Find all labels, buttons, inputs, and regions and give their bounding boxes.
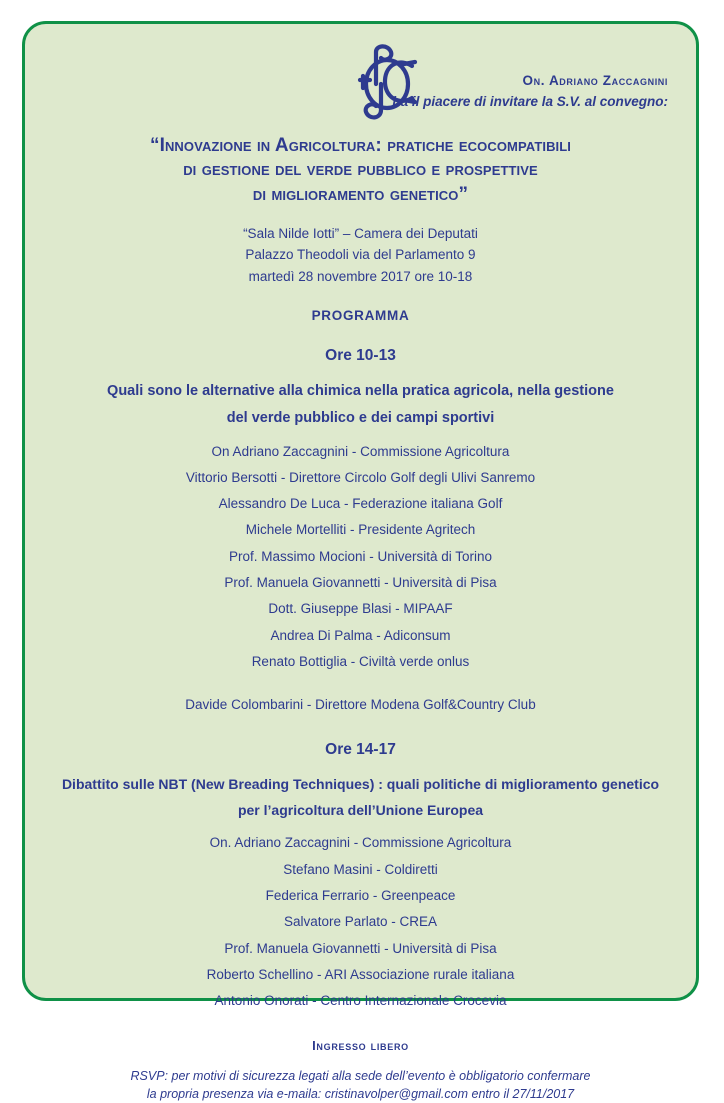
speaker-item: Renato Bottiglia - Civiltà verde onlus [251,654,470,670]
speaker-item: Davide Colombarini - Direttore Modena Golf&Country Club [185,697,536,713]
invitation-poster [22,21,699,1101]
session-topic-line-1: Quali sono le alternative alla chimica nella pratica agricola, nella gestione [107,382,614,399]
venue-line-3: martedì 28 novembre 2017 ore 10-18 [248,268,473,284]
session-topic [51,772,670,824]
host-name: On. Adriano Zaccagnini [522,73,668,88]
programme-label: PROGRAMMA [311,307,410,323]
rsvp-line-2: la propria presenza via e-maila: cristinavolper@gmail.com entro il 27/11/2017 [146,1086,575,1101]
rsvp-note [51,1067,670,1103]
session-morning [51,347,670,719]
event-title-line-3: di miglioramento genetico” [252,183,469,205]
speaker-list [51,830,670,1014]
speaker-item: Prof. Massimo Mocioni - Università di Torino [228,548,493,564]
event-title [51,134,670,207]
speaker-item: Vittorio Bersotti - Direttore Circolo Golf degli Ulivi Sanremo [185,469,536,485]
venue-line-1: “Sala Nilde Iotti” – Camera dei Deputati [243,225,478,241]
speaker-item: Antonio Onorati - Centro Internazionale Crocevia [214,993,507,1009]
session-time: Ore 10-13 [325,346,396,364]
speaker-item: Prof. Manuela Giovannetti - Università di Pisa [224,940,497,956]
speaker-item: On Adriano Zaccagnini - Commissione Agricoltura [211,443,510,459]
speaker-item: Michele Mortelliti - Presidente Agritech [245,522,476,538]
speaker-list [51,439,670,719]
poster-header [51,34,670,122]
host-subtitle: ha il piacere di invitare la S.V. al convegno: [392,94,668,110]
session-topic-line-2: per l’agricoltura dell’Unione Europea [237,801,484,818]
speaker-item: Andrea Di Palma - Adiconsum [270,627,451,643]
event-title-line-1: “Innovazione in Agricoltura: pratiche ecocompatibili [149,135,572,156]
venue-block [51,223,670,287]
session-topic [51,378,670,432]
speaker-item: Dott. Giuseppe Blasi - MIPAAF [268,601,453,617]
speaker-item: Alessandro De Luca - Federazione italiana Golf [218,496,503,512]
rsvp-line-1: RSVP: per motivi di sicurezza legati alla sede dell’evento è obbligatorio confermare [130,1068,591,1083]
host-block [392,72,668,111]
speaker-item: On. Adriano Zaccagnini - Commissione Agricoltura [209,835,512,851]
speaker-item: Stefano Masini - Coldiretti [283,861,438,877]
free-entry-label: Ingresso libero [312,1037,409,1053]
session-time: Ore 14-17 [325,740,396,758]
session-topic-line-2: del verde pubblico e dei campi sportivi [226,409,495,426]
event-title-line-2: di gestione del verde pubblico e prospettive [183,159,538,181]
speaker-item: Federica Ferrario - Greenpeace [265,888,456,904]
poster-content [25,24,696,1101]
venue-line-2: Palazzo Theodoli via del Parlamento 9 [245,247,476,263]
speaker-item: Roberto Schellino - ARI Associazione rurale italiana [206,967,515,983]
speaker-item: Salvatore Parlato - CREA [283,914,438,930]
session-afternoon [51,741,670,1015]
session-topic-line-1: Dibattito sulle NBT (New Breading Techniques) : quali politiche di miglioramento genetico [61,775,660,792]
speaker-item: Prof. Manuela Giovannetti - Università di Pisa [224,575,497,591]
